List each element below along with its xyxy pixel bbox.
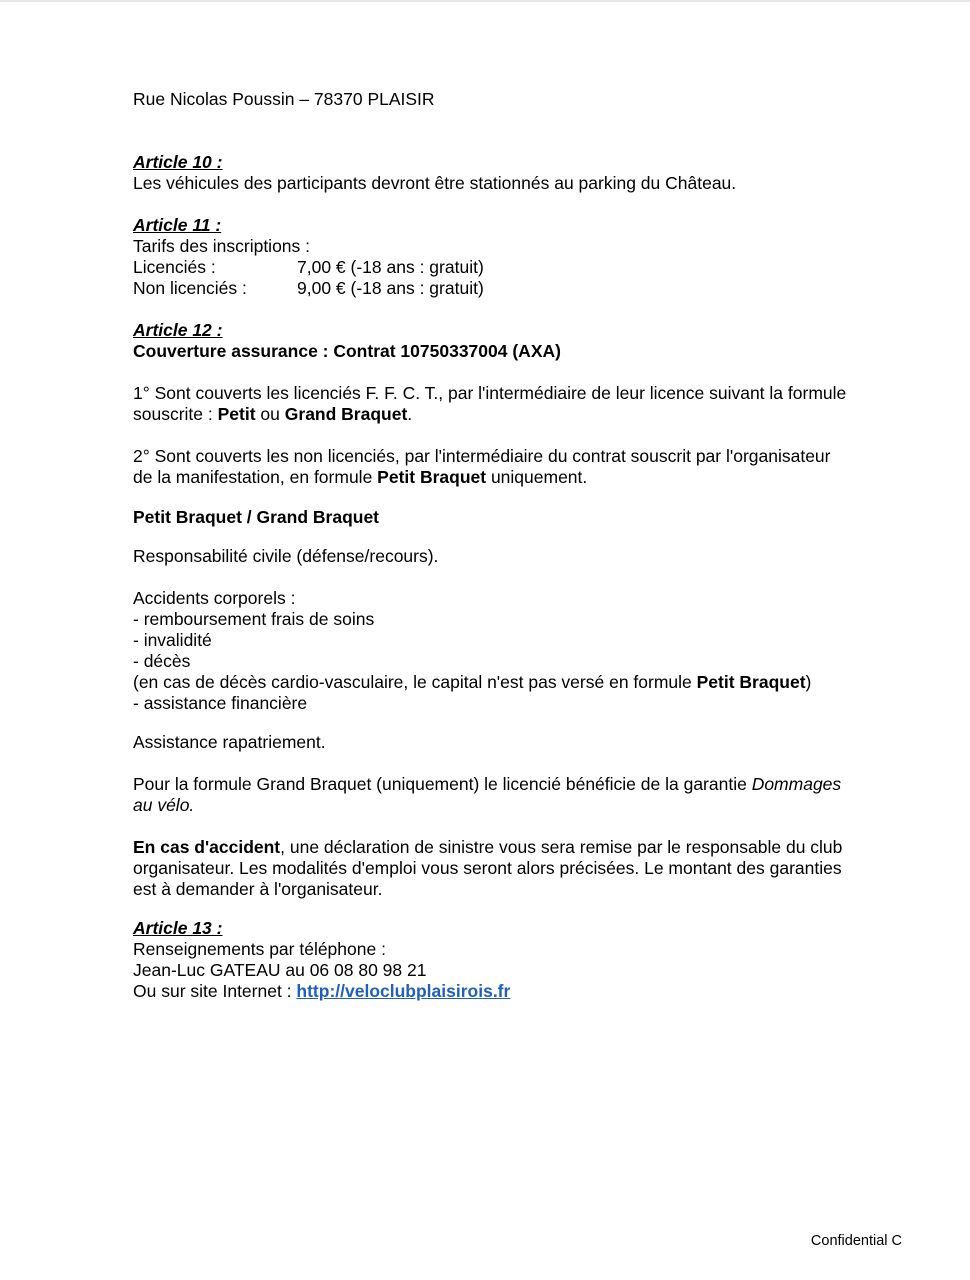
grand-braquet-text: Pour la formule Grand Braquet (uniquement) le licencié bénéficie de la garantie bbox=[133, 774, 752, 794]
document-page bbox=[133, 89, 853, 1002]
article-12-heading: Article 12 : bbox=[133, 320, 223, 340]
coverage-paragraph-2 bbox=[133, 446, 853, 488]
article-13-heading: Article 13 : bbox=[133, 918, 223, 938]
list-item: - remboursement frais de soins bbox=[133, 609, 375, 629]
formula-title: Petit Braquet / Grand Braquet bbox=[133, 507, 380, 527]
coverage-2-end: uniquement. bbox=[486, 467, 588, 487]
bike-damage-guarantee: Dommages au vélo. bbox=[133, 774, 842, 815]
article-11-heading: Article 11 : bbox=[133, 215, 222, 235]
coverage-paragraph-1 bbox=[133, 383, 853, 425]
death-note-text: (en cas de décès cardio-vasculaire, le capital n'est pas versé en formule bbox=[133, 672, 697, 692]
phone-info-label: Renseignements par téléphone : bbox=[133, 939, 386, 959]
tariff-value: 9,00 € (-18 ans : gratuit) bbox=[297, 278, 484, 298]
article-11-intro: Tarifs des inscriptions : bbox=[133, 236, 311, 256]
coverage-1-text: 1° Sont couverts les licenciés F. F. C. T., par l'intermédiaire de leur licence suivant la formule souscrite : bbox=[133, 383, 847, 424]
insurance-subheading: Couverture assurance : Contrat 10750337004 (AXA) bbox=[133, 341, 561, 361]
tariff-label: Licenciés : bbox=[133, 257, 216, 277]
article-12 bbox=[133, 320, 853, 900]
coverage-2-text: 2° Sont couverts les non licenciés, par l'intermédiaire du contrat souscrit par l'organisateur de la manifestation, en formule bbox=[133, 446, 831, 487]
tariff-row bbox=[133, 278, 853, 299]
accident-lead: En cas d'accident bbox=[133, 837, 281, 857]
accident-paragraph bbox=[133, 837, 853, 900]
tariff-label: Non licenciés : bbox=[133, 278, 247, 298]
tariff-value: 7,00 € (-18 ans : gratuit) bbox=[297, 257, 484, 277]
list-item: - décès bbox=[133, 651, 191, 671]
contact-phone: Jean-Luc GATEAU au 06 08 80 98 21 bbox=[133, 960, 427, 980]
tariff-row bbox=[133, 257, 853, 278]
coverage-1-petit: Petit bbox=[217, 404, 256, 424]
website-line bbox=[133, 981, 853, 1002]
page-top-edge bbox=[0, 0, 970, 2]
list-item: - invalidité bbox=[133, 630, 212, 650]
death-note-petit-braquet: Petit Braquet bbox=[696, 672, 806, 692]
confidentiality-footer: Confidential C bbox=[810, 1233, 902, 1249]
death-note bbox=[133, 672, 853, 693]
list-item: - assistance financière bbox=[133, 693, 308, 713]
website-link[interactable]: http://veloclubplaisirois.fr bbox=[296, 981, 511, 1001]
coverage-1-end: . bbox=[407, 404, 413, 424]
civil-liability: Responsabilité civile (défense/recours). bbox=[133, 546, 439, 566]
coverage-1-grand-braquet: Grand Braquet bbox=[284, 404, 408, 424]
coverage-2-petit-braquet: Petit Braquet bbox=[377, 467, 487, 487]
article-10 bbox=[133, 152, 853, 194]
grand-braquet-paragraph bbox=[133, 774, 853, 816]
article-13 bbox=[133, 918, 853, 1002]
repatriation-assistance: Assistance rapatriement. bbox=[133, 732, 326, 752]
death-note-end: ) bbox=[805, 672, 812, 692]
article-11 bbox=[133, 215, 853, 299]
website-prefix: Ou sur site Internet : bbox=[133, 981, 297, 1001]
accident-text: , une déclaration de sinistre vous sera remise par le responsable du club organisateur. Les modalités d'emploi vous seront alors précisées. Le montant des garanties est à demander à l'organisateur. bbox=[133, 837, 843, 899]
address-line: Rue Nicolas Poussin – 78370 PLAISIR bbox=[133, 89, 435, 109]
article-10-text: Les véhicules des participants devront être stationnés au parking du Château. bbox=[133, 173, 737, 193]
accidents-block bbox=[133, 588, 853, 714]
accidents-title: Accidents corporels : bbox=[133, 588, 296, 608]
coverage-1-or: ou bbox=[255, 404, 285, 424]
article-10-heading: Article 10 : bbox=[133, 152, 223, 172]
